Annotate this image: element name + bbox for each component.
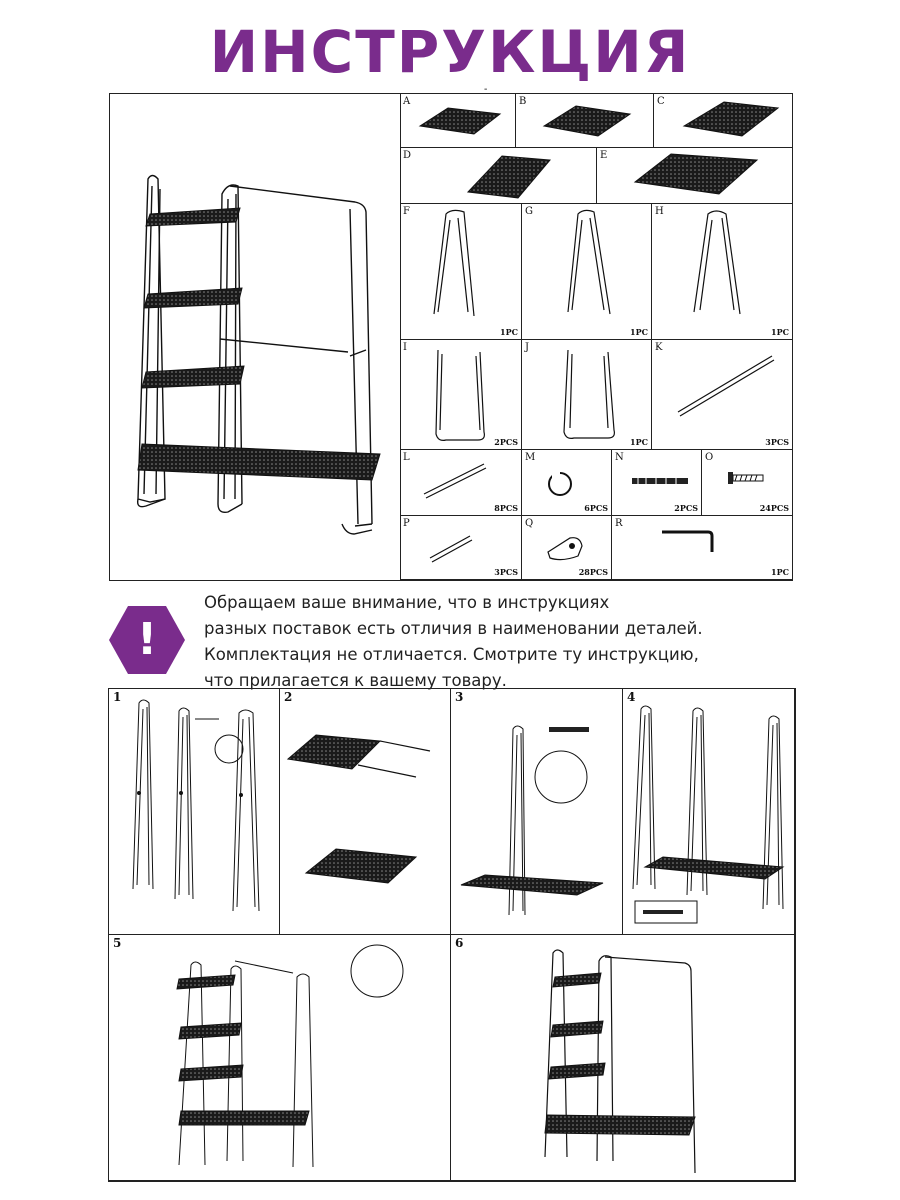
part-qty: 8PCS — [494, 503, 518, 513]
part-l — [400, 450, 522, 516]
part-letter: B — [519, 96, 527, 107]
part-letter: K — [655, 342, 663, 353]
page-title: ИНСТРУКЦИЯ — [209, 18, 691, 86]
step-4 — [623, 689, 795, 935]
part-qty: 1PC — [630, 437, 648, 447]
part-i — [400, 340, 522, 450]
part-qty: 3PCS — [765, 437, 789, 447]
step-number: 1 — [113, 690, 122, 704]
step-5 — [109, 935, 451, 1181]
part-letter: M — [525, 452, 536, 463]
part-o — [702, 450, 793, 516]
part-f — [400, 204, 522, 340]
part-qty: 3PCS — [494, 567, 518, 577]
notice-line: разных поставок есть отличия в наименовании деталей. — [204, 619, 703, 638]
notice-line: что прилагается к вашему товару. — [204, 671, 507, 690]
part-m — [522, 450, 612, 516]
step-number: 2 — [284, 690, 293, 704]
part-letter: I — [403, 342, 407, 353]
part-g — [522, 204, 652, 340]
parts-table — [109, 93, 793, 581]
part-letter: D — [403, 150, 412, 161]
part-n — [612, 450, 702, 516]
step-3 — [451, 689, 623, 935]
part-letter: C — [657, 96, 665, 107]
part-letter: P — [403, 518, 410, 529]
part-letter: L — [403, 452, 410, 463]
part-letter: O — [705, 452, 714, 463]
part-letter: F — [403, 206, 410, 217]
part-letter: A — [403, 96, 411, 107]
part-qty: 1PC — [630, 327, 648, 337]
part-qty: 1PC — [500, 327, 518, 337]
notice — [109, 593, 799, 690]
part-qty: 24PCS — [759, 503, 789, 513]
step-number: 5 — [113, 936, 122, 950]
part-r — [612, 516, 793, 580]
part-qty: 6PCS — [584, 503, 608, 513]
assembled-rack-illustration — [110, 94, 401, 580]
notice-line: Обращаем ваше внимание, что в инструкциях — [204, 593, 610, 612]
part-qty: 2PCS — [674, 503, 698, 513]
assembly-steps — [108, 688, 796, 1182]
part-q — [522, 516, 612, 580]
part-e — [597, 148, 793, 204]
part-letter: Q — [525, 518, 534, 529]
part-qty: 1PC — [771, 327, 789, 337]
step-1 — [109, 689, 280, 935]
part-c — [654, 94, 793, 148]
part-k — [652, 340, 793, 450]
part-d — [400, 148, 597, 204]
part-p — [400, 516, 522, 580]
step-number: 4 — [627, 690, 636, 704]
part-qty: 2PCS — [494, 437, 518, 447]
part-letter: J — [525, 342, 530, 353]
part-b — [516, 94, 654, 148]
part-j — [522, 340, 652, 450]
part-a — [400, 94, 516, 148]
step-2 — [280, 689, 451, 935]
step-6 — [451, 935, 795, 1181]
part-h — [652, 204, 793, 340]
part-letter: H — [655, 206, 664, 217]
part-letter: N — [615, 452, 624, 463]
part-letter: G — [525, 206, 533, 217]
part-letter: R — [615, 518, 623, 529]
notice-line: Комплектация не отличается. Смотрите ту инструкцию, — [204, 645, 699, 664]
step-number: 3 — [455, 690, 464, 704]
part-qty: 1PC — [771, 567, 789, 577]
step-number: 6 — [455, 936, 464, 950]
notice-text — [204, 590, 703, 694]
part-letter: E — [600, 150, 608, 161]
part-qty: 28PCS — [578, 567, 608, 577]
notice-icon-text: ! — [136, 614, 158, 665]
page-mark: - — [484, 84, 488, 95]
